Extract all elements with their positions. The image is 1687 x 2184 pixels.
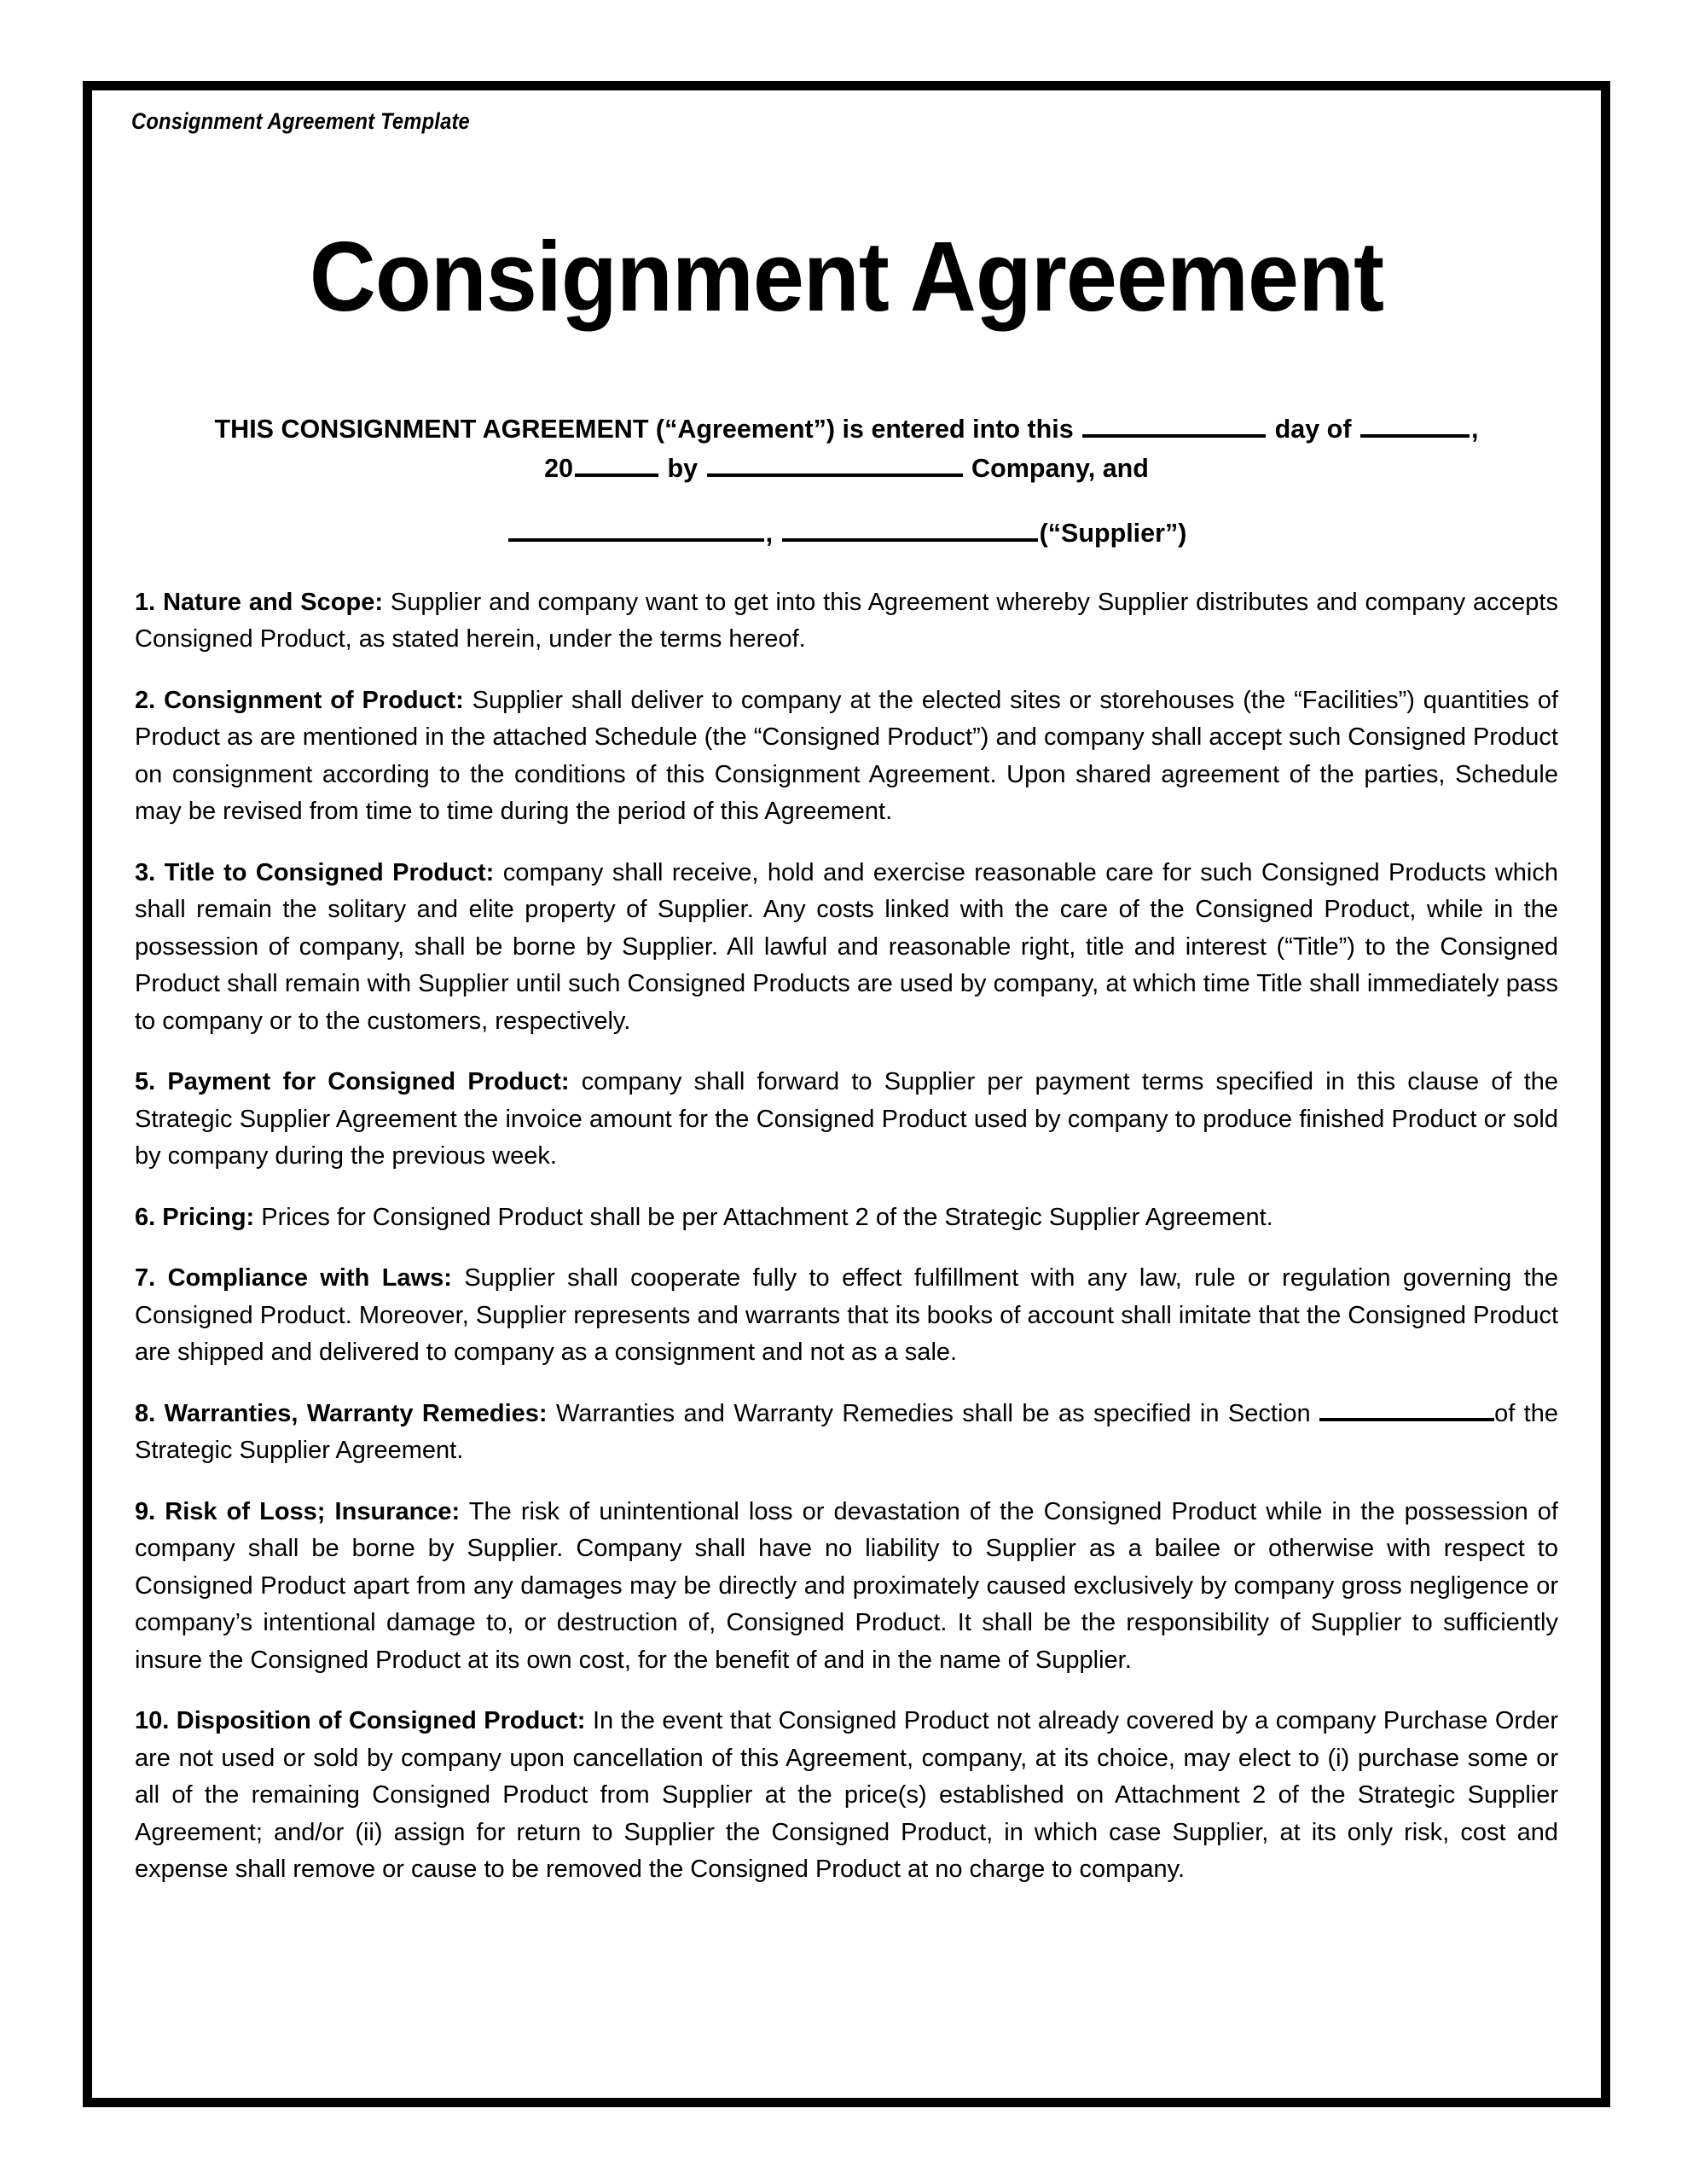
clause-3-heading: 3. Title to Consigned Product: xyxy=(135,858,495,886)
document-border-frame xyxy=(83,81,1610,2107)
preamble-text-6: Company, and xyxy=(971,454,1149,484)
preamble-text-7: , xyxy=(765,519,774,549)
page-title: Consignment Agreement xyxy=(309,220,1384,332)
clause-2-heading: 2. Consignment of Product: xyxy=(135,686,464,714)
preamble-supplier-line xyxy=(154,514,1539,553)
clause-6-heading: 6. Pricing: xyxy=(135,1203,255,1231)
blank-month-field[interactable] xyxy=(1360,410,1470,438)
clause-8-body-before-blank: Warranties and Warranty Remedies shall be as specified in Section xyxy=(556,1399,1311,1427)
clause-8-warranties-warranty-remedies xyxy=(135,1396,1558,1470)
clause-list xyxy=(131,584,1562,1889)
clause-1-nature-and-scope xyxy=(135,584,1558,659)
clause-8-body-after-blank: of the Strategic Supplier Agreement. xyxy=(135,1399,1558,1465)
clause-3-title-to-consigned-product xyxy=(135,855,1558,1041)
preamble-text-3: , xyxy=(1470,414,1479,444)
clause-9-heading: 9. Risk of Loss; Insurance: xyxy=(135,1497,461,1525)
clause-6-pricing xyxy=(135,1199,1558,1237)
blank-supplier-name-field[interactable] xyxy=(508,514,764,542)
blank-day-field[interactable] xyxy=(1082,410,1266,438)
preamble-text-1: THIS CONSIGNMENT AGREEMENT (“Agreement”) is entered into this xyxy=(214,414,1074,444)
clause-8-heading: 8. Warranties, Warranty Remedies: xyxy=(135,1399,548,1427)
blank-section-number-field[interactable] xyxy=(1319,1396,1494,1421)
blank-company-name-field[interactable] xyxy=(707,450,963,477)
clause-7-heading: 7. Compliance with Laws: xyxy=(135,1264,452,1292)
clause-1-body: Supplier and company want to get into this Agreement whereby Supplier distributes and company accepts Consigned Product, as stated herein, under the terms hereof. xyxy=(135,588,1558,653)
clause-1-heading: 1. Nature and Scope: xyxy=(135,588,383,616)
preamble-text-4: 20 xyxy=(544,454,573,484)
clause-9-risk-of-loss-insurance xyxy=(135,1494,1558,1680)
clause-5-body: company shall forward to Supplier per payment terms specified in this clause of the Strategic Supplier Agreement the invoice amount for the Consigned Product used by company to produce finished Product or sold by company during the previous week. xyxy=(135,1068,1559,1170)
preamble-text-2: day of xyxy=(1274,414,1352,444)
preamble-paragraph xyxy=(131,410,1562,554)
clause-6-body: Prices for Consigned Product shall be per Attachment 2 of the Strategic Supplier Agreement. xyxy=(261,1203,1273,1231)
clause-2-body: Supplier shall deliver to company at the elected sites or storehouses (the “Facilities”) quantities of Product as are mentioned in the attached Schedule (the “Consigned Product”) and company shall accept such Consigned Product on consignment according to the conditions of this Consignment Agreement. Upon shared agreement of the parties, Schedule may be revised from time to time during the period of this Agreement. xyxy=(135,686,1559,826)
preamble-text-5: by xyxy=(667,454,699,484)
blank-year-field[interactable] xyxy=(575,450,658,477)
clause-5-payment-for-consigned-product xyxy=(135,1064,1558,1176)
blank-supplier-address-field[interactable] xyxy=(782,514,1038,542)
preamble-text-8: (“Supplier”) xyxy=(1039,519,1187,549)
clause-9-body: The risk of unintentional loss or devastation of the Consigned Product while in the possession of company shall be borne by Supplier. Company shall have no liability to Supplier as a bailee or otherwise with respect to Consigned Product apart from any damages may be directly and proximately caused exclusively by company gross negligence or company’s intentional damage to, or destruction of, Consigned Product. It shall be the responsibility of Supplier to sufficiently insure the Consigned Product at its own cost, for the benefit of and in the name of Supplier. xyxy=(135,1497,1558,1674)
clause-3-body: company shall receive, hold and exercise reasonable care for such Consigned Products which shall remain the solitary and elite property of Supplier. Any costs linked with the care of the Consigned Product, while in the possession of company, shall be borne by Supplier. All lawful and reasonable right, title and interest (“Title”) to the Consigned Product shall remain with Supplier until such Consigned Products are used by company, at which time Title shall immediately pass to company or to the customers, respectively. xyxy=(135,858,1559,1035)
document-content-area xyxy=(92,90,1601,2098)
clause-2-consignment-of-product xyxy=(135,682,1558,831)
clause-7-compliance-with-laws xyxy=(135,1260,1558,1372)
clause-10-body: In the event that Consigned Product not already covered by a company Purchase Order are not used or sold by company upon cancellation of this Agreement, company, at its choice, may elect to (i) purchase some or all of the remaining Consigned Product from Supplier at the price(s) established on Attachment 2 of the Strategic Supplier Agreement; and/or (ii) assign for return to Supplier the Consigned Product, in which case Supplier, at its only risk, cost and expense shall remove or cause to be removed the Consigned Product at no charge to company. xyxy=(135,1707,1559,1884)
clause-10-disposition-of-consigned-product xyxy=(135,1703,1558,1889)
clause-5-heading: 5. Payment for Consigned Product: xyxy=(135,1068,570,1096)
clause-10-heading: 10. Disposition of Consigned Product: xyxy=(135,1707,586,1735)
template-header-label: Consignment Agreement Template xyxy=(131,108,470,134)
clause-7-body: Supplier shall cooperate fully to effect fulfillment with any law, rule or regulation governing the Consigned Product. Moreover, Supplier represents and warrants that its books of account shall imitate that the Consigned Product are shipped and delivered to company as a consignment and not as a sale. xyxy=(135,1264,1559,1367)
